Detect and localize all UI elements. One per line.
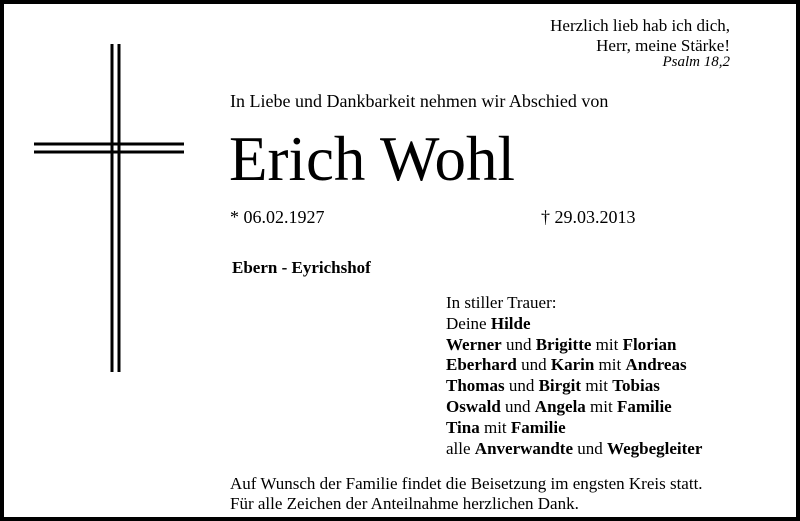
mourner-name: Florian bbox=[622, 334, 677, 354]
mourners-heading: In stiller Trauer: bbox=[446, 293, 557, 312]
mourner-name: Familie bbox=[616, 396, 672, 416]
intro-text: In Liebe und Dankbarkeit nehmen wir Abschied von bbox=[230, 91, 609, 111]
mourner-line bbox=[446, 355, 702, 376]
mourner-name: Hilde bbox=[490, 313, 531, 333]
mourner-name: Familie bbox=[510, 417, 566, 437]
mourner-name: Brigitte bbox=[535, 334, 592, 354]
verse-line: Herr, meine Stärke! bbox=[596, 36, 730, 55]
mourner-name: Birgit bbox=[538, 376, 582, 396]
closing-text bbox=[230, 474, 703, 514]
mourner-connector: Deine bbox=[446, 313, 491, 333]
mourner-list bbox=[446, 314, 702, 460]
mourner-connector: mit bbox=[594, 355, 626, 375]
mourners-block bbox=[446, 293, 702, 459]
mourner-connector: und bbox=[500, 396, 535, 416]
mourner-name: Tina bbox=[446, 417, 480, 437]
mourner-line bbox=[446, 314, 702, 335]
mourner-name: Eberhard bbox=[446, 355, 517, 375]
mourner-line bbox=[446, 335, 702, 356]
birth-date: * 06.02.1927 bbox=[230, 207, 325, 227]
mourner-name: Angela bbox=[534, 396, 586, 416]
mourner-connector: und bbox=[573, 438, 608, 458]
deceased-name: Erich Wohl bbox=[229, 124, 515, 194]
mourner-connector: mit bbox=[591, 334, 623, 354]
verse-reference: Psalm 18,2 bbox=[662, 54, 730, 70]
closing-line: Auf Wunsch der Familie findet die Beisetzung im engsten Kreis statt. bbox=[230, 474, 703, 493]
mourner-connector: und bbox=[504, 376, 539, 396]
verse-line: Herzlich lieb hab ich dich, bbox=[550, 16, 730, 35]
place-name: Ebern - Eyrichshof bbox=[232, 258, 371, 277]
mourner-name: Andreas bbox=[625, 355, 687, 375]
mourner-name: Werner bbox=[446, 334, 502, 354]
closing-line: Für alle Zeichen der Anteilnahme herzlichen Dank. bbox=[230, 494, 579, 513]
mourner-name: Tobias bbox=[612, 376, 660, 396]
mourner-connector: und bbox=[501, 334, 536, 354]
mourner-connector: mit bbox=[479, 417, 511, 437]
mourner-line bbox=[446, 418, 702, 439]
mourner-name: Thomas bbox=[446, 376, 505, 396]
mourner-line bbox=[446, 397, 702, 418]
mourner-name: Oswald bbox=[446, 396, 501, 416]
death-date: † 29.03.2013 bbox=[541, 207, 636, 227]
mourner-name: Wegbegleiter bbox=[607, 438, 703, 458]
mourner-name: Anverwandte bbox=[474, 438, 574, 458]
mourner-connector: mit bbox=[585, 396, 617, 416]
mourner-connector: alle bbox=[446, 438, 475, 458]
mourner-name: Karin bbox=[550, 355, 595, 375]
mourner-connector: mit bbox=[581, 376, 613, 396]
mourner-line bbox=[446, 439, 702, 460]
cross-icon bbox=[34, 44, 184, 374]
mourner-line bbox=[446, 376, 702, 397]
mourner-connector: und bbox=[516, 355, 551, 375]
